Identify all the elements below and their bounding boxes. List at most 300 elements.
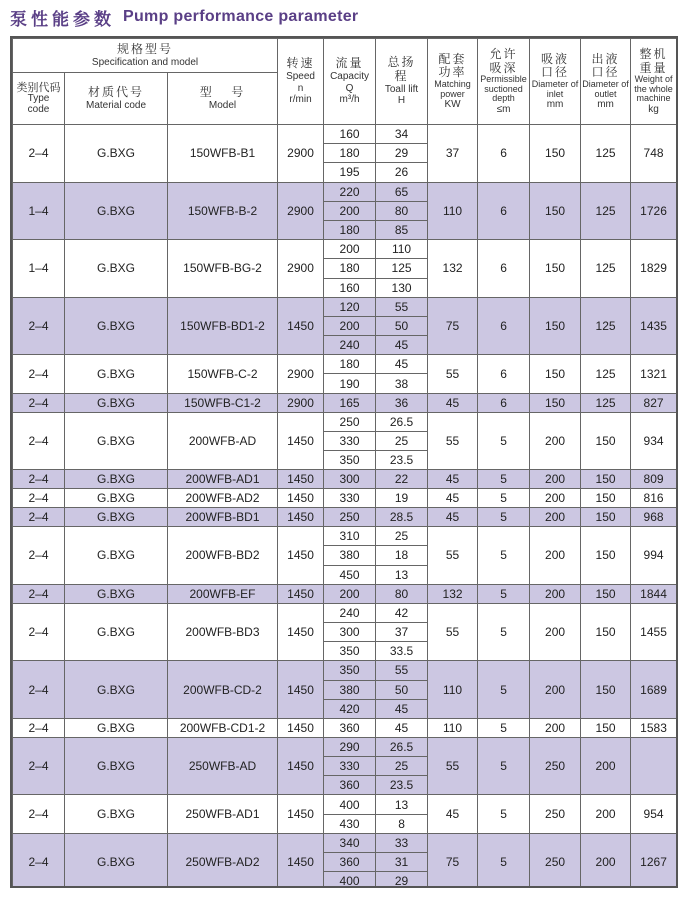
inlet-header [530,39,581,125]
speed-cell: 1450 [278,718,324,737]
model-cell: 150WFB-B1 [168,125,278,183]
capacity-header-symbol: Q [345,82,354,94]
material-code-cell: G.BXG [65,125,168,183]
type-code-cell: 2–4 [13,508,65,527]
model-cell: 200WFB-BD3 [168,603,278,661]
capacity-cell: 420 [324,699,376,718]
model-cell: 200WFB-CD-2 [168,661,278,719]
lift-cell: 125 [376,259,428,278]
model-cell: 250WFB-AD1 [168,795,278,833]
inlet-diameter-cell: 200 [530,527,581,585]
capacity-cell: 200 [324,201,376,220]
spec-header [13,39,278,73]
power-cell: 110 [428,182,478,240]
lift-cell: 34 [376,125,428,144]
capacity-cell: 300 [324,622,376,641]
type-code-cell: 2–4 [13,584,65,603]
inlet-diameter-cell: 200 [530,603,581,661]
lift-cell: 25 [376,757,428,776]
lift-cell: 42 [376,603,428,622]
power-cell: 55 [428,737,478,795]
table-row [13,393,677,412]
lift-header-en: Toall lift [384,83,419,95]
weight-header-unit: kg [648,103,659,115]
lift-cell: 25 [376,527,428,546]
inlet-diameter-cell: 150 [530,182,581,240]
lift-cell: 33.5 [376,642,428,661]
capacity-cell: 350 [324,451,376,470]
inlet-diameter-cell: 150 [530,393,581,412]
material-code-header-en: Material code [85,99,147,111]
suction-depth-cell: 5 [478,470,530,489]
power-cell: 45 [428,393,478,412]
speed-cell: 1450 [278,603,324,661]
inlet-diameter-cell: 200 [530,718,581,737]
outlet-diameter-cell: 150 [581,508,631,527]
inlet-diameter-cell: 150 [530,125,581,183]
weight-cell: 934 [631,412,677,470]
capacity-cell: 190 [324,374,376,393]
suction-depth-cell: 5 [478,508,530,527]
material-code-cell: G.BXG [65,527,168,585]
capacity-cell: 250 [324,412,376,431]
type-code-cell: 2–4 [13,393,65,412]
lift-cell: 45 [376,718,428,737]
capacity-cell: 430 [324,814,376,833]
material-code-cell: G.BXG [65,182,168,240]
lift-cell: 29 [376,872,428,888]
power-header [428,39,478,125]
inlet-diameter-cell: 150 [530,240,581,298]
model-cell: 150WFB-C1-2 [168,393,278,412]
outlet-diameter-cell: 150 [581,470,631,489]
lift-cell: 8 [376,814,428,833]
speed-cell: 1450 [278,470,324,489]
suction-depth-cell: 5 [478,718,530,737]
suction-depth-cell: 5 [478,795,530,833]
power-cell: 132 [428,584,478,603]
inlet-diameter-cell: 250 [530,737,581,795]
suction-header-cn: 允许吸深 [489,46,518,75]
speed-cell: 1450 [278,795,324,833]
capacity-cell: 330 [324,757,376,776]
lift-cell: 23.5 [376,776,428,795]
outlet-header-en: Diameter of outlet [582,79,629,99]
power-cell: 45 [428,795,478,833]
inlet-diameter-cell: 200 [530,470,581,489]
suction-header-unit: ≤m [496,103,511,115]
material-code-cell: G.BXG [65,412,168,470]
power-cell: 110 [428,718,478,737]
table-row [13,584,677,603]
model-header-cn: 型 号 [199,84,246,99]
outlet-diameter-cell: 125 [581,125,631,183]
lift-header [376,39,428,125]
power-cell: 55 [428,355,478,393]
suction-depth-cell: 6 [478,355,530,393]
weight-cell: 816 [631,489,677,508]
outlet-diameter-cell: 150 [581,412,631,470]
outlet-diameter-cell: 200 [581,833,631,888]
lift-cell: 22 [376,470,428,489]
table-row [13,182,677,201]
power-header-unit: KW [444,98,461,110]
weight-cell: 994 [631,527,677,585]
speed-cell: 2900 [278,240,324,298]
table-row [13,508,677,527]
outlet-diameter-cell: 125 [581,240,631,298]
weight-cell: 1321 [631,355,677,393]
inlet-diameter-cell: 200 [530,508,581,527]
capacity-cell: 200 [324,240,376,259]
type-code-cell: 2–4 [13,737,65,795]
capacity-header-unit: m³/h [339,94,360,106]
power-cell: 45 [428,489,478,508]
lift-cell: 26.5 [376,737,428,756]
speed-cell: 1450 [278,297,324,355]
capacity-cell: 165 [324,393,376,412]
material-code-cell: G.BXG [65,297,168,355]
material-code-cell: G.BXG [65,489,168,508]
suction-depth-cell: 5 [478,603,530,661]
outlet-diameter-cell: 125 [581,393,631,412]
capacity-cell: 450 [324,565,376,584]
weight-cell: 1689 [631,661,677,719]
inlet-diameter-cell: 200 [530,489,581,508]
model-cell: 200WFB-BD2 [168,527,278,585]
speed-cell: 2900 [278,393,324,412]
lift-cell: 29 [376,144,428,163]
speed-cell: 1450 [278,584,324,603]
lift-cell: 28.5 [376,508,428,527]
capacity-cell: 250 [324,508,376,527]
capacity-cell: 120 [324,297,376,316]
type-code-cell: 2–4 [13,527,65,585]
weight-cell: 748 [631,125,677,183]
lift-cell: 45 [376,699,428,718]
capacity-cell: 350 [324,661,376,680]
type-code-cell: 2–4 [13,470,65,489]
material-code-cell: G.BXG [65,240,168,298]
performance-table-frame [10,36,678,888]
page-title [10,4,358,30]
capacity-cell: 200 [324,316,376,335]
speed-cell: 1450 [278,489,324,508]
performance-table [12,38,677,888]
capacity-header-en: Capacity [330,71,369,83]
weight-cell: 1844 [631,584,677,603]
model-cell: 250WFB-AD2 [168,833,278,888]
lift-cell: 33 [376,833,428,852]
capacity-cell: 330 [324,431,376,450]
outlet-header-cn: 出液口径 [591,51,620,80]
outlet-header-unit: mm [597,98,614,110]
power-cell: 75 [428,833,478,888]
capacity-cell: 360 [324,776,376,795]
type-code-header-en: Type code [27,93,50,115]
lift-cell: 130 [376,278,428,297]
type-code-cell: 2–4 [13,603,65,661]
weight-cell: 1435 [631,297,677,355]
speed-cell: 1450 [278,412,324,470]
material-code-cell: G.BXG [65,795,168,833]
capacity-cell: 290 [324,737,376,756]
title-cn: 泵性能参数 [10,9,115,30]
power-cell: 37 [428,125,478,183]
lift-cell: 45 [376,336,428,355]
type-code-cell: 2–4 [13,125,65,183]
lift-cell: 55 [376,661,428,680]
capacity-cell: 195 [324,163,376,182]
type-code-cell: 1–4 [13,240,65,298]
model-cell: 150WFB-C-2 [168,355,278,393]
inlet-header-en: Diameter of inlet [531,79,579,99]
table-row [13,412,677,431]
material-code-header [65,73,168,125]
material-code-cell: G.BXG [65,603,168,661]
outlet-diameter-cell: 200 [581,795,631,833]
speed-cell: 1450 [278,833,324,888]
capacity-cell: 380 [324,680,376,699]
suction-depth-cell: 6 [478,182,530,240]
model-cell: 150WFB-BD1-2 [168,297,278,355]
inlet-header-unit: mm [546,98,564,110]
speed-cell: 2900 [278,125,324,183]
capacity-cell: 380 [324,546,376,565]
suction-depth-cell: 5 [478,412,530,470]
suction-depth-cell: 5 [478,489,530,508]
type-code-cell: 1–4 [13,182,65,240]
lift-cell: 13 [376,795,428,814]
outlet-diameter-cell: 125 [581,355,631,393]
power-header-cn: 配套功率 [438,51,467,80]
inlet-diameter-cell: 250 [530,833,581,888]
suction-depth-cell: 6 [478,125,530,183]
model-cell: 200WFB-BD1 [168,508,278,527]
lift-cell: 80 [376,201,428,220]
lift-cell: 50 [376,316,428,335]
power-cell: 132 [428,240,478,298]
outlet-diameter-cell: 150 [581,584,631,603]
capacity-cell: 240 [324,336,376,355]
inlet-diameter-cell: 250 [530,795,581,833]
table-row [13,833,677,852]
lift-cell: 26.5 [376,412,428,431]
suction-header-en: Permissible suctioned depth [480,74,527,104]
weight-header-en: Weight of the whole machine [634,74,673,104]
table-row [13,470,677,489]
capacity-cell: 310 [324,527,376,546]
suction-depth-cell: 5 [478,833,530,888]
material-code-cell: G.BXG [65,584,168,603]
lift-cell: 80 [376,584,428,603]
type-code-header [13,73,65,125]
capacity-cell: 350 [324,642,376,661]
power-cell: 55 [428,603,478,661]
speed-header-unit: r/min [289,94,312,106]
lift-cell: 65 [376,182,428,201]
table-row [13,718,677,737]
lift-cell: 55 [376,297,428,316]
material-code-cell: G.BXG [65,470,168,489]
inlet-diameter-cell: 150 [530,355,581,393]
outlet-diameter-cell: 125 [581,297,631,355]
type-code-cell: 2–4 [13,489,65,508]
material-code-cell: G.BXG [65,508,168,527]
capacity-cell: 160 [324,278,376,297]
speed-header [278,39,324,125]
model-header-en: Model [208,99,237,111]
inlet-header-cn: 吸液口径 [541,51,570,80]
lift-header-cn: 总扬程 [387,55,416,83]
outlet-diameter-cell: 150 [581,527,631,585]
capacity-cell: 220 [324,182,376,201]
power-cell: 110 [428,661,478,719]
power-cell: 45 [428,508,478,527]
type-code-cell: 2–4 [13,661,65,719]
type-code-cell: 2–4 [13,795,65,833]
model-cell: 200WFB-CD1-2 [168,718,278,737]
table-row [13,489,677,508]
suction-depth-cell: 5 [478,661,530,719]
table-row [13,240,677,259]
capacity-cell: 330 [324,489,376,508]
type-code-cell: 2–4 [13,355,65,393]
speed-cell: 2900 [278,355,324,393]
weight-cell: 1455 [631,603,677,661]
capacity-cell: 200 [324,584,376,603]
lift-cell: 18 [376,546,428,565]
table-row [13,737,677,756]
material-code-cell: G.BXG [65,661,168,719]
suction-depth-cell: 6 [478,240,530,298]
table-body [13,125,677,889]
speed-cell: 1450 [278,527,324,585]
capacity-cell: 240 [324,603,376,622]
table-row [13,603,677,622]
capacity-cell: 340 [324,833,376,852]
speed-cell: 1450 [278,737,324,795]
weight-cell: 809 [631,470,677,489]
model-cell: 250WFB-AD [168,737,278,795]
model-cell: 200WFB-EF [168,584,278,603]
material-code-cell: G.BXG [65,737,168,795]
weight-cell: 968 [631,508,677,527]
outlet-header [581,39,631,125]
capacity-cell: 180 [324,259,376,278]
spec-header-en: Specification and model [91,56,199,68]
capacity-cell: 180 [324,355,376,374]
outlet-diameter-cell: 150 [581,661,631,719]
suction-depth-cell: 6 [478,393,530,412]
lift-cell: 85 [376,220,428,239]
power-cell: 55 [428,527,478,585]
suction-depth-cell: 5 [478,527,530,585]
lift-cell: 19 [376,489,428,508]
capacity-cell: 400 [324,795,376,814]
lift-cell: 13 [376,565,428,584]
speed-cell: 1450 [278,661,324,719]
power-cell: 45 [428,470,478,489]
capacity-cell: 360 [324,853,376,872]
inlet-diameter-cell: 200 [530,584,581,603]
table-row [13,355,677,374]
weight-cell: 827 [631,393,677,412]
capacity-header [324,39,376,125]
lift-cell: 26 [376,163,428,182]
inlet-diameter-cell: 200 [530,661,581,719]
lift-cell: 45 [376,355,428,374]
weight-header [631,39,677,125]
model-cell: 150WFB-B-2 [168,182,278,240]
type-code-header-cn: 类别代码 [16,80,61,94]
model-cell: 200WFB-AD1 [168,470,278,489]
title-en: Pump performance parameter [123,8,359,25]
outlet-diameter-cell: 125 [581,182,631,240]
capacity-cell: 180 [324,144,376,163]
table-row [13,125,677,144]
type-code-cell: 2–4 [13,718,65,737]
inlet-diameter-cell: 150 [530,297,581,355]
speed-header-symbol: n [297,82,304,94]
weight-cell [631,737,677,795]
capacity-cell: 400 [324,872,376,888]
suction-header [478,39,530,125]
capacity-cell: 180 [324,220,376,239]
capacity-header-cn: 流量 [335,56,364,71]
table-row [13,795,677,814]
speed-cell: 2900 [278,182,324,240]
capacity-cell: 360 [324,718,376,737]
type-code-cell: 2–4 [13,412,65,470]
outlet-diameter-cell: 200 [581,737,631,795]
outlet-diameter-cell: 150 [581,489,631,508]
power-cell: 75 [428,297,478,355]
spec-header-cn: 规格型号 [117,41,174,56]
model-cell: 200WFB-AD [168,412,278,470]
lift-cell: 110 [376,240,428,259]
suction-depth-cell: 5 [478,584,530,603]
table-row [13,661,677,680]
model-cell: 200WFB-AD2 [168,489,278,508]
type-code-cell: 2–4 [13,297,65,355]
lift-cell: 25 [376,431,428,450]
weight-cell: 1829 [631,240,677,298]
material-code-cell: G.BXG [65,718,168,737]
power-cell: 55 [428,412,478,470]
speed-header-en: Speed [286,71,315,83]
lift-cell: 36 [376,393,428,412]
lift-header-symbol: H [397,95,406,107]
speed-cell: 1450 [278,508,324,527]
weight-cell: 1583 [631,718,677,737]
model-cell: 150WFB-BG-2 [168,240,278,298]
material-code-cell: G.BXG [65,833,168,888]
table-row [13,297,677,316]
material-code-cell: G.BXG [65,393,168,412]
lift-cell: 31 [376,853,428,872]
type-code-cell: 2–4 [13,833,65,888]
inlet-diameter-cell: 200 [530,412,581,470]
outlet-diameter-cell: 150 [581,603,631,661]
weight-header-cn: 整机重量 [639,46,668,75]
lift-cell: 38 [376,374,428,393]
material-code-cell: G.BXG [65,355,168,393]
lift-cell: 50 [376,680,428,699]
weight-cell: 954 [631,795,677,833]
weight-cell: 1267 [631,833,677,888]
capacity-cell: 160 [324,125,376,144]
